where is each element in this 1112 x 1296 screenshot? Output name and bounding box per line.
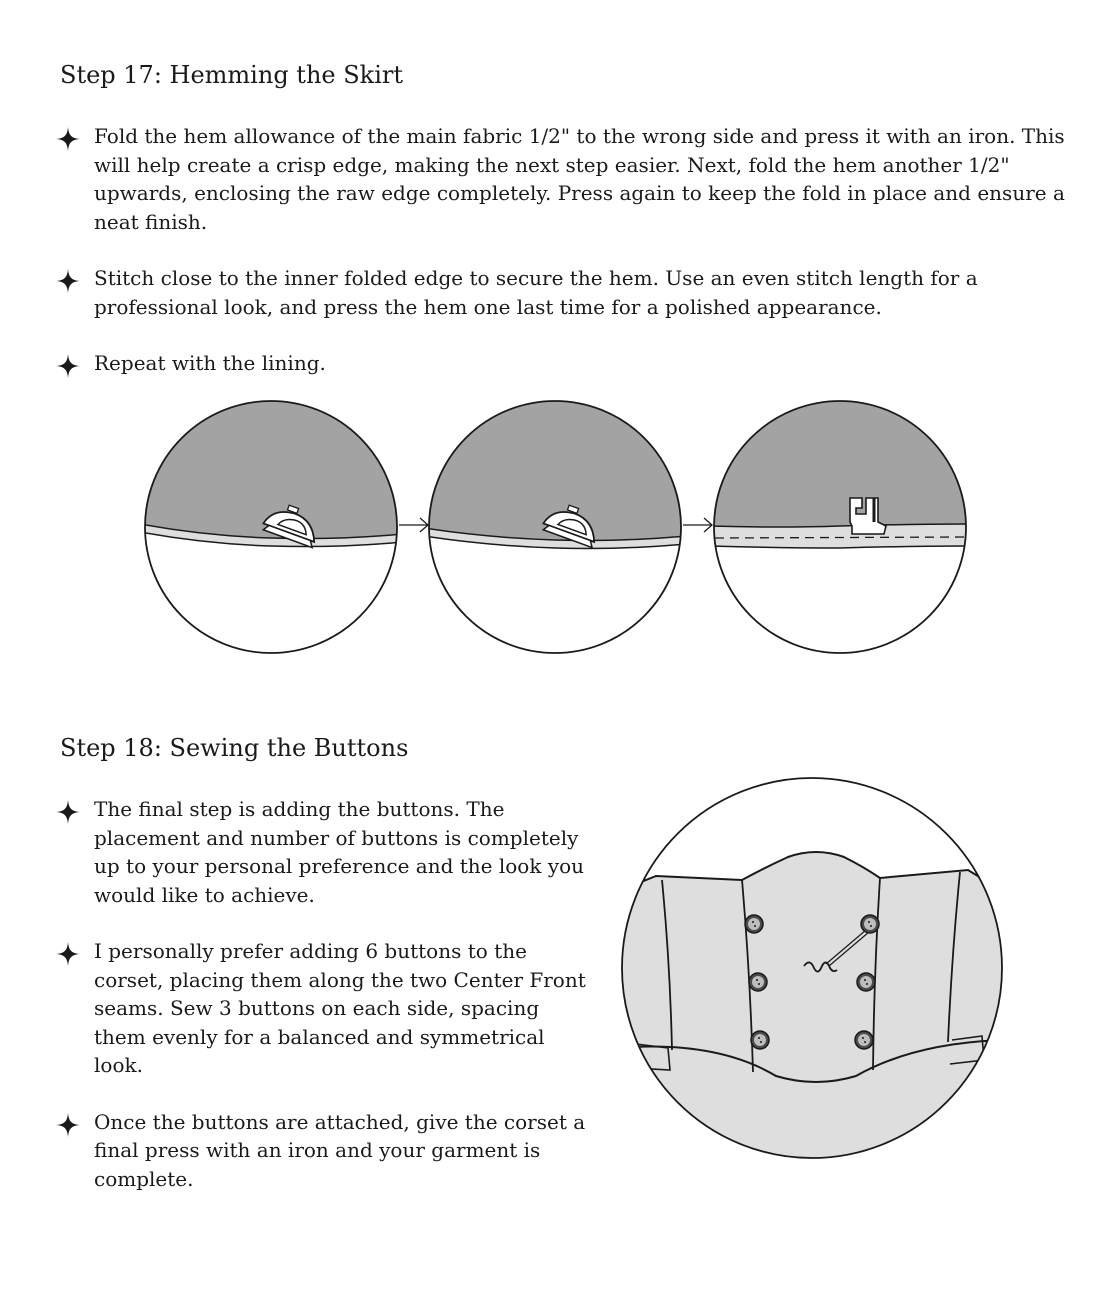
hem-fold-1-circle xyxy=(140,396,402,658)
four-point-star-icon xyxy=(56,800,80,824)
four-point-star-icon xyxy=(56,1113,80,1137)
button-icon xyxy=(751,1031,769,1049)
arrow-right-icon xyxy=(683,518,712,532)
hem-fold-2-circle xyxy=(424,396,686,658)
step17-bullet-1-text: Fold the hem allowance of the main fabric 1/2" to the wrong side and press it with an iron. This will help create a crisp edge, making the next step easier. Next, fold the hem another 1/2" upwards, enclosing the raw edge completely. Press again to keep the fold in place and ensure a neat finish. xyxy=(94,124,1065,234)
step17-title: Step 17: Hemming the Skirt xyxy=(60,61,404,89)
step18-bullet-list xyxy=(56,795,586,1193)
four-point-star-icon xyxy=(56,127,80,151)
buttons-illustration xyxy=(616,772,1008,1164)
step17-bullet-2-text: Stitch close to the inner folded edge to secure the hem. Use an even stitch length for a professional look, and press the hem one last time for a polished appearance. xyxy=(94,266,978,319)
arrow-right-icon xyxy=(399,518,428,532)
step18-bullet-3 xyxy=(56,1108,586,1194)
button-icon xyxy=(857,973,875,991)
step18-bullet-3-text: Once the buttons are attached, give the corset a final press with an iron and your garment is complete. xyxy=(94,1109,586,1191)
button-icon xyxy=(749,973,767,991)
button-icon xyxy=(745,915,763,933)
hemming-illustration xyxy=(140,396,976,660)
step17-bullet-2 xyxy=(56,264,1066,321)
four-point-star-icon xyxy=(56,269,80,293)
step17-bullet-3-text: Repeat with the lining. xyxy=(94,351,326,375)
button-icon xyxy=(855,1031,873,1049)
button-icon xyxy=(861,915,879,933)
step18-title: Step 18: Sewing the Buttons xyxy=(60,734,409,762)
four-point-star-icon xyxy=(56,942,80,966)
step18-bullet-1-text: The final step is adding the buttons. The placement and number of buttons is completely up to your personal preference and the look you would like to achieve. xyxy=(94,797,585,907)
step18-bullet-1 xyxy=(56,795,586,909)
hem-stitch-circle xyxy=(709,396,971,658)
step17-bullet-1 xyxy=(56,122,1066,236)
step18-bullet-2-text: I personally prefer adding 6 buttons to the corset, placing them along the two Center Front seams. Sew 3 buttons on each side, spacing them evenly for a balanced and symmetrical look. xyxy=(94,939,586,1077)
four-point-star-icon xyxy=(56,354,80,378)
step17-bullet-3 xyxy=(56,349,1066,378)
step17-bullet-list xyxy=(56,122,1066,378)
step18-bullet-2 xyxy=(56,937,586,1080)
